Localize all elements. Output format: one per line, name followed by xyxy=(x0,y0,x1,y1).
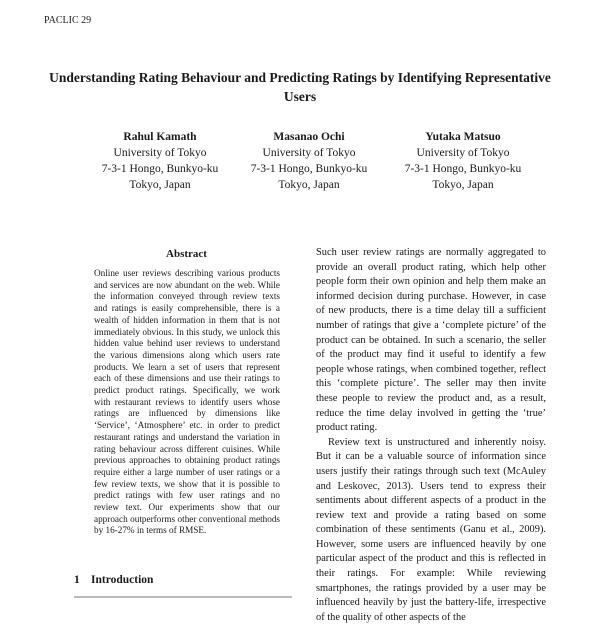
author-city: Tokyo, Japan xyxy=(129,179,191,191)
paper-title: Understanding Rating Behaviour and Predicting Ratings by Identifying Representative Users xyxy=(49,70,551,104)
author-address: 7-3-1 Hongo, Bunkyo-ku xyxy=(101,163,219,175)
abstract-text: Online user reviews describing various products and services are now abundant on the web. While the information conveyed through review texts and ratings is easily comprehensible, there is a wealth of hidden information in them that is not immediately obvious. In this study, we unlock this hidden value behind user reviews to understand the various dimensions along which users rate products. We learn a set of users that represent each of these dimensions and use their ratings to predict product ratings. Specifically, we work with restaurant reviews to identify users whose ratings are influenced by dimensions like ‘Service’, ‘Atmosphere’ etc. in order to predict restaurant ratings and understand the variation in rating behaviour across different cuisines. While previous approaches to obtaining product ratings require either a large number of user ratings or a few review texts, we show that it is possible to predict ratings with few user ratings and no review text. Our experiments show that our approach outperforms other conventional methods by 16-27% in terms of RMSE. xyxy=(94,268,280,536)
section-heading-introduction xyxy=(74,574,153,586)
right-column xyxy=(316,246,546,623)
author-block xyxy=(85,129,235,193)
author-name: Rahul Kamath xyxy=(123,131,197,143)
author-name: Masanao Ochi xyxy=(273,131,345,143)
author-affiliation: University of Tokyo xyxy=(262,147,356,159)
abstract-heading: Abstract xyxy=(166,248,207,260)
author-city: Tokyo, Japan xyxy=(432,179,494,191)
author-block xyxy=(234,129,384,193)
section-number: 1 xyxy=(74,574,80,586)
body-paragraph: Review text is unstructured and inherently noisy. But it can be a valuable source of information since users justify their ratings through such text (McAuley and Leskovec, 2013). Users tend to express their sentiments about different aspects of a product in the review text and provide a rating based on some combination of these sentiments (Ganu et al., 2009). However, some users are influenced heavily by one particular aspect of the product and this is reflected in their ratings. For example: While reviewing smartphones, the ratings provided by a user may be influenced heavily by just the battery-life, irrespective of the quality of other aspects of the xyxy=(316,436,546,623)
author-address: 7-3-1 Hongo, Bunkyo-ku xyxy=(250,163,368,175)
author-block xyxy=(388,129,538,193)
author-affiliation: University of Tokyo xyxy=(113,147,207,159)
section-title: Introduction xyxy=(91,574,154,586)
author-affiliation: University of Tokyo xyxy=(416,147,510,159)
author-city: Tokyo, Japan xyxy=(278,179,340,191)
cropped-text-line xyxy=(74,594,292,600)
author-address: 7-3-1 Hongo, Bunkyo-ku xyxy=(404,163,522,175)
author-name: Yutaka Matsuo xyxy=(425,131,501,143)
venue-header: PACLIC 29 xyxy=(44,15,92,26)
body-paragraph: Such user review ratings are normally aggregated to provide an overall product rating, which help other people form their own opinion and help them make an informed decision during purchase. However, in case of new products, there is a time delay till a sufficient number of ratings that give a ‘complete picture’ of the product can be obtained. In such a scenario, the seller of the product may find it useful to identify a few people whose ratings, when combined together, reflect this ‘complete picture’. The seller may then invite these people to review the product and, as a result, reduce the time delay involved in getting the ‘true’ product rating. xyxy=(316,247,546,434)
